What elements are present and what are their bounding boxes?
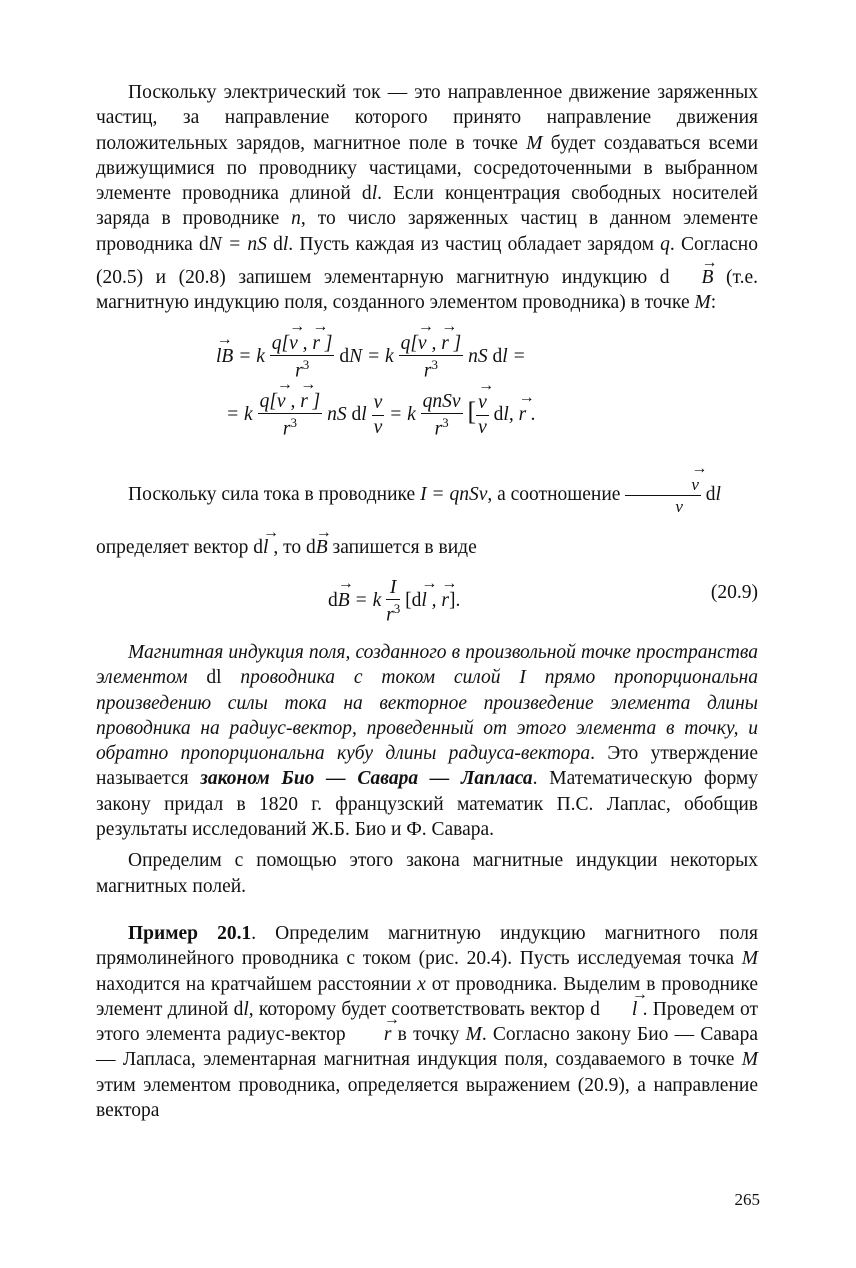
paragraph-3: определяет вектор d→ l , то d→ B запишется в виде	[96, 535, 758, 560]
equation-number: (20.9)	[710, 581, 758, 603]
paragraph-2: Поскольку сила тока в проводнике I = qnSv, а соотношение → $\frac{v}{v}$ dl	[96, 476, 758, 515]
paragraph-1: Поскольку электрический ток — это направленное движение заряженных частиц, за направление которого принято направление движения положительных зарядов, магнитное поле в точке M будет создаваться всеми движущимися по проводнику частицами, сосредоточенными в выбранном элементе проводника длиной dl. Если концентрация свободных носителей заряда в проводнике n, то число заряженных частиц в данном элементе проводника dN = nS dl. Пусть каждая из частиц обладает зарядом q. Согласно (20.5) и (20.8) запишем элементарную магнитную индукцию d→ B (т.е. магнитную индукцию поля, созданного элементом проводника) в точке M:	[96, 80, 758, 316]
equation-20-9: d→ B = k $\frac{I}{r^3}$ [d→ l , → r]. (20.9)	[328, 578, 758, 626]
paragraph-5: Определим с помощью этого закона магнитные индукции некоторых магнитных полей.	[96, 850, 758, 897]
paragraph-4: Магнитная индукция поля, созданного в произвольной точке пространства элементом dl проводника с током силой I прямо пропорциональна произведению силы тока на векторное произведение элемента длины проводника на радиус-вектор, проведенный от этого элемента в точку, и обратно пропорциональна кубу длины радиуса-вектора. Это утверждение называется законом Био — Савара — Лапласа. Математическую форму закону придал в 1820 г. французский математик П.С. Лаплас, обобщив результаты исследований Ж.Б. Био и Ф. Савара.	[96, 641, 759, 841]
page-body	[96, 80, 758, 1123]
paragraph-6: Пример 20.1. Определим магнитную индукцию магнитного поля прямолинейного проводника с током (рис. 20.4). Пусть исследуемая точка M находится на кратчайшем расстоянии x от проводника. Выделим в проводнике элемент длиной dl, которому будет соответствовать вектор d→ l . Проведем от этого элемента радиус-вектор → r в точку M. Согласно закону Био — Савара — Лапласа, элементарная магнитная индукция поля, создаваемого в точке M этим элементом проводника, определяется выражением (20.9), а направление вектора	[96, 921, 758, 1123]
equation-block-2: = k $\frac{q[\to v , \to r ]}{r^3}$ nS dl $\frac{v}{v}$ = k $\frac{\text{qnSv}}{r^3}$ [ → $\frac{v}{v}$ dl, → r .	[226, 392, 758, 444]
equation-block-1: → lB = k $\frac{q[\to v , \to r ]}{r^3}$ dN = k $\frac{q[\to v , \to r ]}{r^3}$ nS dl =	[216, 334, 758, 382]
page-number: 265	[734, 1190, 760, 1209]
